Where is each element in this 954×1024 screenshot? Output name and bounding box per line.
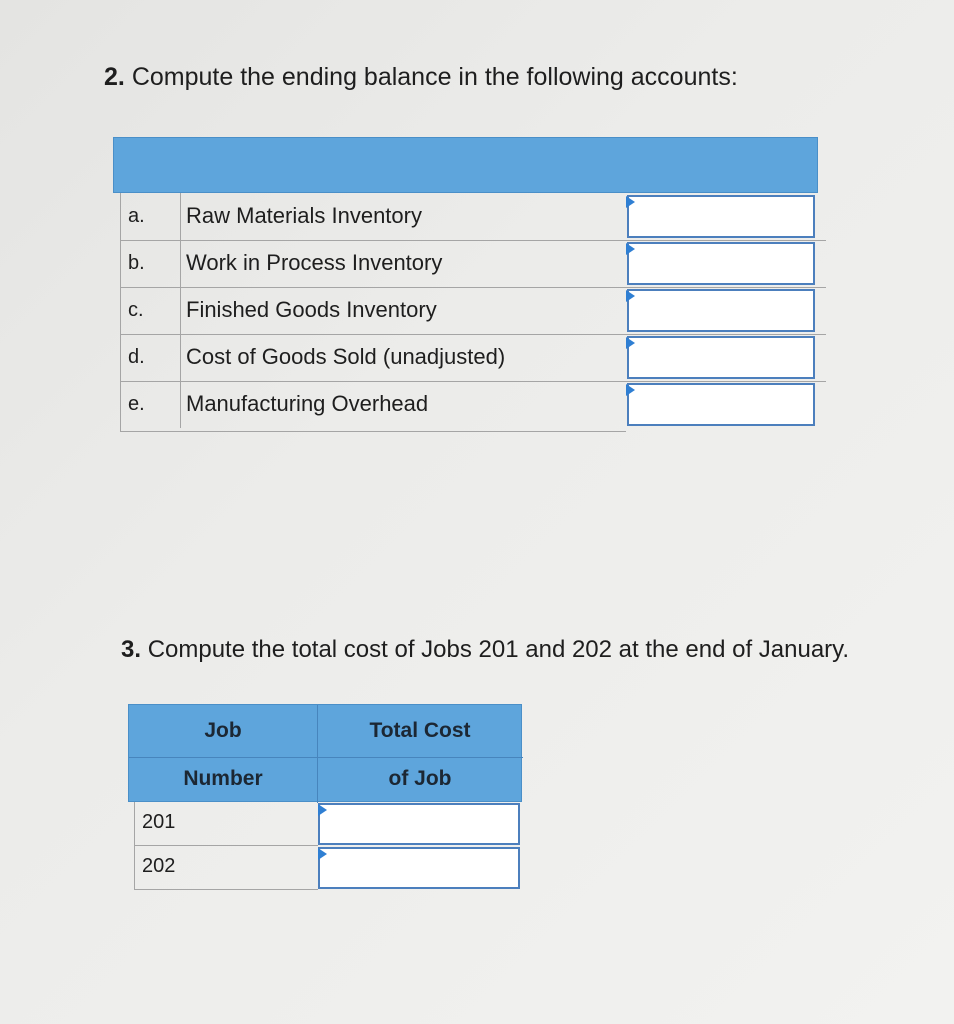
row-label: Cost of Goods Sold (unadjusted) <box>186 344 506 369</box>
row-letter: d. <box>128 346 145 368</box>
column-header-total-cost: Total Cost <box>369 719 471 742</box>
question-3-text: Compute the total cost of Jobs 201 and 202 at the end of January. <box>147 636 850 663</box>
row-label: Manufacturing Overhead <box>186 391 429 416</box>
job-number: 202 <box>142 855 176 877</box>
cost-of-goods-sold-input[interactable] <box>627 336 815 379</box>
row-letter: e. <box>128 393 145 415</box>
table-header-bar <box>113 137 818 193</box>
raw-materials-inventory-input[interactable] <box>627 195 815 238</box>
table-header <box>128 704 522 802</box>
row-label: Work in Process Inventory <box>186 250 443 275</box>
column-header-of-job: of Job <box>388 767 452 790</box>
question-2-text: Compute the ending balance in the following accounts: <box>131 63 738 91</box>
cell-flag-icon <box>626 384 635 396</box>
table-row <box>120 287 826 335</box>
cell-flag-icon <box>626 337 635 349</box>
question-2-number: 2. <box>104 63 125 91</box>
job-cost-table <box>128 704 523 894</box>
table-row <box>120 381 826 428</box>
finished-goods-inventory-input[interactable] <box>627 289 815 332</box>
cell-flag-icon <box>626 290 635 302</box>
job-number: 201 <box>142 811 176 833</box>
row-letter: b. <box>128 252 145 274</box>
work-in-process-inventory-input[interactable] <box>627 242 815 285</box>
job-201-total-cost-input[interactable] <box>318 803 520 845</box>
table-row <box>120 334 826 382</box>
row-label: Finished Goods Inventory <box>186 297 437 322</box>
column-header-number: Number <box>183 767 263 790</box>
cell-flag-icon <box>626 196 635 208</box>
cell-flag-icon <box>626 243 635 255</box>
row-letter: c. <box>128 299 144 321</box>
column-header-job: Job <box>204 719 242 742</box>
cell-flag-icon <box>318 848 327 860</box>
question-3-number: 3. <box>121 636 142 663</box>
row-label: Raw Materials Inventory <box>186 203 422 228</box>
manufacturing-overhead-input[interactable] <box>627 383 815 426</box>
cell-flag-icon <box>318 804 327 816</box>
table-row <box>120 240 826 288</box>
table-row <box>120 193 826 241</box>
row-letter: a. <box>128 205 145 227</box>
ending-balance-table <box>113 137 818 433</box>
table-row <box>134 846 522 890</box>
question-2-heading <box>104 62 738 92</box>
question-3-heading <box>121 635 849 665</box>
table-row <box>134 802 522 846</box>
job-202-total-cost-input[interactable] <box>318 847 520 889</box>
